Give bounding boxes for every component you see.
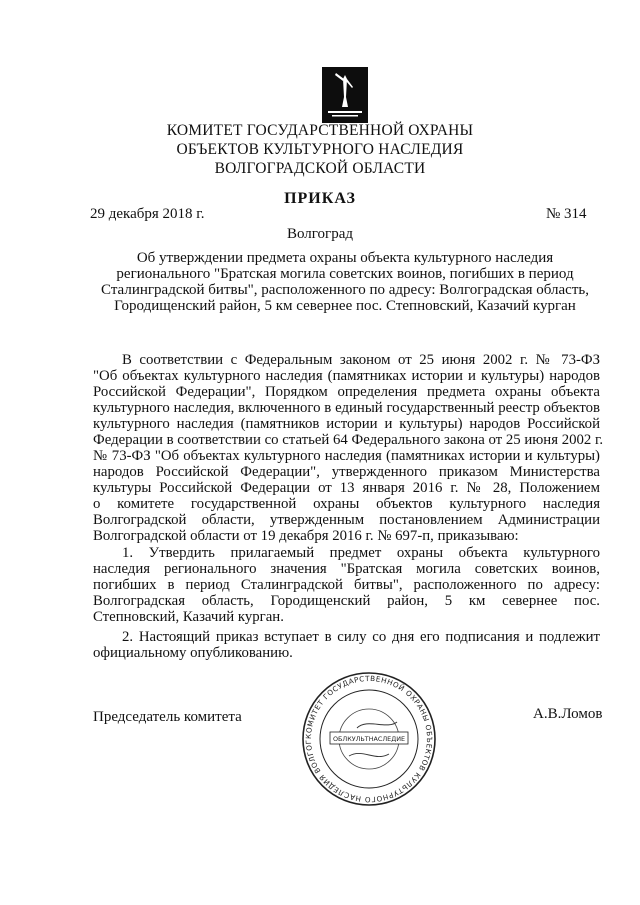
subject-line: регионального "Братская могила советских воинов, погибших в период	[116, 266, 574, 282]
body-line: № 73-ФЗ "Об объектах культурного наследия (памятниках истории и культуры)	[93, 448, 600, 464]
coat-of-arms-emblem	[322, 67, 368, 123]
body-line: Российской Федерации", Порядком определения предмета охраны объекта	[93, 384, 600, 400]
subject-line: Городищенский район, 5 км севернее пос. Степновский, Казачий курган	[114, 298, 576, 314]
body-line: 1. Утвердить прилагаемый предмет охраны объекта культурного	[122, 545, 600, 561]
body-line: Степновский, Казачий курган.	[93, 609, 284, 625]
order-date: 29 декабря 2018 г.	[90, 206, 205, 222]
svg-text:КОМИТЕТ ГОСУДАРСТВЕННОЙ ОХРАНЫ: КОМИТЕТ ГОСУДАРСТВЕННОЙ ОХРАНЫ ОБЪЕКТОВ КУЛЬТУРНОГО НАСЛЕДИЯ ВОЛГОГ	[303, 673, 435, 805]
order-subject	[100, 250, 590, 314]
subject-line: Об утверждении предмета охраны объекта культурного наследия	[136, 250, 554, 266]
body-line: наследия регионального значения "Братская могила советских воинов,	[93, 561, 600, 577]
body-line: 2. Настоящий приказ вступает в силу со дня его подписания и подлежит	[122, 629, 600, 645]
body-line: Федерации в соответствии со статьей 64 Федерального закона от 25 июня 2002 г.	[93, 432, 604, 448]
body-line: культурного наследия, включенного в единый государственный реестр объектов	[93, 400, 600, 416]
org-name-line-2: ОБЪЕКТОВ КУЛЬТУРНОГО НАСЛЕДИЯ	[176, 141, 464, 158]
body-line: народов Российской Федерации", утвержденного приказом Министерства	[93, 464, 600, 480]
body-line: "Об объектах культурного наследия (памятниках истории и культуры) народов	[93, 368, 600, 384]
signature-role: Председатель комитета	[93, 709, 242, 725]
svg-text:ОБЛКУЛЬТНАСЛЕДИЕ: ОБЛКУЛЬТНАСЛЕДИЕ	[332, 735, 406, 743]
document-title: ПРИКАЗ	[284, 190, 356, 207]
body-line: Волгоградской области от 19 декабря 2016 г. № 697-п, приказываю:	[93, 528, 519, 544]
body-line: погибших в период Сталинградской битвы", расположенного по адресу:	[93, 577, 600, 593]
order-city: Волгоград	[286, 226, 353, 242]
subject-line: Сталинградской битвы", расположенного по адресу: Волгоградская область,	[101, 282, 589, 298]
official-stamp	[297, 670, 441, 808]
order-number: № 314	[546, 206, 587, 222]
body-line: официальному опубликованию.	[93, 645, 293, 661]
org-name-line-3: ВОЛГОГРАДСКОЙ ОБЛАСТИ	[214, 160, 426, 177]
org-name-line-1: КОМИТЕТ ГОСУДАРСТВЕННОЙ ОХРАНЫ	[166, 122, 474, 139]
body-line: о комитете государственной охраны объектов культурного наследия	[93, 496, 600, 512]
body-line: культурного наследия (памятников истории и культуры) народов Российской	[93, 416, 600, 432]
signature-name: А.В.Ломов	[533, 706, 603, 722]
body-line: Волгоградской области, утвержденным постановлением Администрации	[93, 512, 600, 528]
body-line: культуры Российской Федерации от 13 января 2016 г. № 28, Положением	[93, 480, 600, 496]
body-line: Волгоградская область, Городищенский район, 5 км севернее пос.	[93, 593, 600, 609]
body-line: В соответствии с Федеральным законом от 25 июня 2002 г. № 73-ФЗ	[122, 352, 600, 368]
